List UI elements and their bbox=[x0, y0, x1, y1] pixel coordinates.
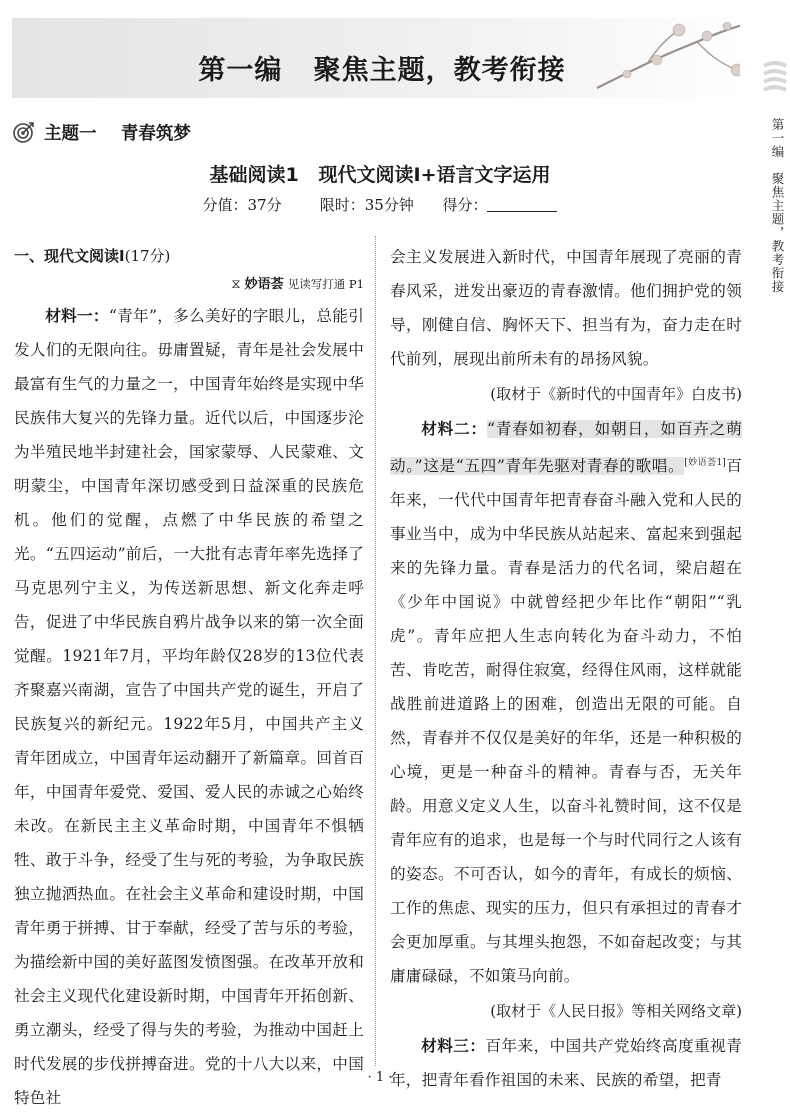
banner-title: 第一编 聚焦主题，教考衔接 bbox=[198, 55, 566, 86]
lesson-meta bbox=[0, 194, 760, 215]
material3-label: 材料三： bbox=[421, 1037, 486, 1055]
target-icon bbox=[12, 120, 36, 144]
page-number: · 1 · bbox=[367, 1070, 393, 1085]
score-blank[interactable] bbox=[487, 197, 557, 212]
material3-text: 百年来，中国共产党始终高度重视青年，把青年看作祖国的未来、民族的希望，把青 bbox=[390, 1037, 742, 1089]
section-points: (17分) bbox=[124, 247, 171, 265]
time-label: 限时：35分钟 bbox=[319, 196, 414, 214]
side-tab-label: 第一编 聚焦主题，教考衔接 bbox=[770, 118, 785, 294]
material1-text: “青年”，多么美好的字眼儿，总能引发人们的无限向往。毋庸置疑，青年是社会发展中最富有生气的力量之一，中国青年始终是实现中华民族伟大复兴的先锋力量。近代以后，中国逐步沦为半殖民地半封建社会，国家蒙辱、人民蒙难、文明蒙尘，中国青年深切感受到日益深重的民族危机。他们的觉醒，点燃了中华民族的希望之光。“五四运动”前后，一大批有志青年率先选择了马克思列宁主义，为传送新思想、新文化奔走呼告，促进了中华民族自鸦片战争以来的第一次全面觉醒。1921年7月，平均年龄仅28岁的13位代表齐聚嘉兴南湖，宣告了中国共产党的诞生，开启了民族复兴的新纪元。1922年5月，中国共产主义青年团成立，中国青年运动翻开了新篇章。回首百年，中国青年爱党、爱国、爱人民的赤诚之心始终未改。在新民主主义革命时期，中国青年不惧牺牲、敢于斗争，经受了生与死的考验，为争取民族独立抛洒热血。在社会主义革命和建设时期，中国青年勇于拼搏、甘于奉献，经受了苦与乐的考验，为描绘新中国的美好蓝图发愤图强。在改革开放和社会主义现代化建设新时期，中国青年开拓创新、勇立潮头，经受了得与失的考验，为推动中国赶上时代发展的步伐拼搏奋进。党的十八大以来，中国特色社 bbox=[14, 307, 364, 1107]
material2-tag: [妙语荟1] bbox=[684, 458, 726, 468]
material1-source: (取材于《新时代的中国青年》白皮书) bbox=[490, 385, 742, 403]
material1-label: 材料一： bbox=[45, 307, 109, 325]
tool-name: 妙语荟 bbox=[244, 277, 284, 292]
material1-continued: 会主义发展进入新时代，中国青年展现了亮丽的青春风采，迸发出豪迈的青春激情。他们拥护党的领导，刚健自信、胸怀天下、担当有为，奋力走在时代前列，展现出前所未有的昂扬风貌。 bbox=[390, 248, 742, 368]
right-column bbox=[390, 240, 742, 1097]
header-banner bbox=[12, 18, 740, 98]
section-title: 一、现代文阅读Ⅰ bbox=[14, 247, 125, 265]
material1-paragraph bbox=[14, 299, 364, 1115]
material2-label: 材料二： bbox=[421, 420, 488, 438]
theme-row bbox=[12, 120, 191, 144]
column-divider bbox=[375, 236, 376, 1066]
got-label: 得分： bbox=[442, 196, 488, 214]
hourglass-icon: ⧖ bbox=[231, 277, 245, 292]
section-heading bbox=[14, 240, 364, 272]
score-label: 分值：37分 bbox=[202, 196, 282, 214]
material3-paragraph bbox=[390, 1029, 742, 1097]
material2-paragraph bbox=[390, 412, 742, 993]
material2-highlight: “青春如初春，如朝日，如百卉之萌动。”这是“五四”青年先驱对青春的歌唱。 bbox=[390, 420, 742, 475]
tool-ref: 见读写打通 P1 bbox=[287, 277, 364, 291]
material2-source: (取材于《人民日报》等相关网络文章) bbox=[490, 1002, 742, 1020]
left-column bbox=[14, 240, 364, 1115]
lesson-title: 基础阅读1 现代文阅读Ⅰ+语言文字运用 bbox=[209, 164, 551, 186]
material2-text: 百年来，一代代中国青年把青春奋斗融入党和人民的事业当中，成为中华民族从站起来、富起来到强起来的先锋力量。青春是活力的代名词，梁启超在《少年中国说》中就曾经把少年比作“朝阳”“乳虎”。青年应把人生志向转化为奋斗动力，不怕苦、肯吃苦，耐得住寂寞，经得住风雨，这样就能战胜前进道路上的困难，创造出无限的可能。自然，青春并不仅仅是美好的年华，还是一种积极的心境，更是一种奋斗的精神。青春与否，无关年龄。用意义定义人生，以奋斗礼赞时间，这不仅是青年应有的追求，也是每一个与时代同行之人该有的姿态。不可否认，如今的青年，有成长的烦恼、工作的焦虑、现实的压力，但只有承担过的青春才会更加厚重。与其埋头抱怨，不如奋起改变；与其庸庸碌碌，不如策马向前。 bbox=[390, 457, 742, 985]
theme-title: 主题一 青春筑梦 bbox=[44, 123, 191, 144]
stripes-decoration bbox=[762, 60, 788, 120]
tool-reference bbox=[14, 272, 364, 297]
